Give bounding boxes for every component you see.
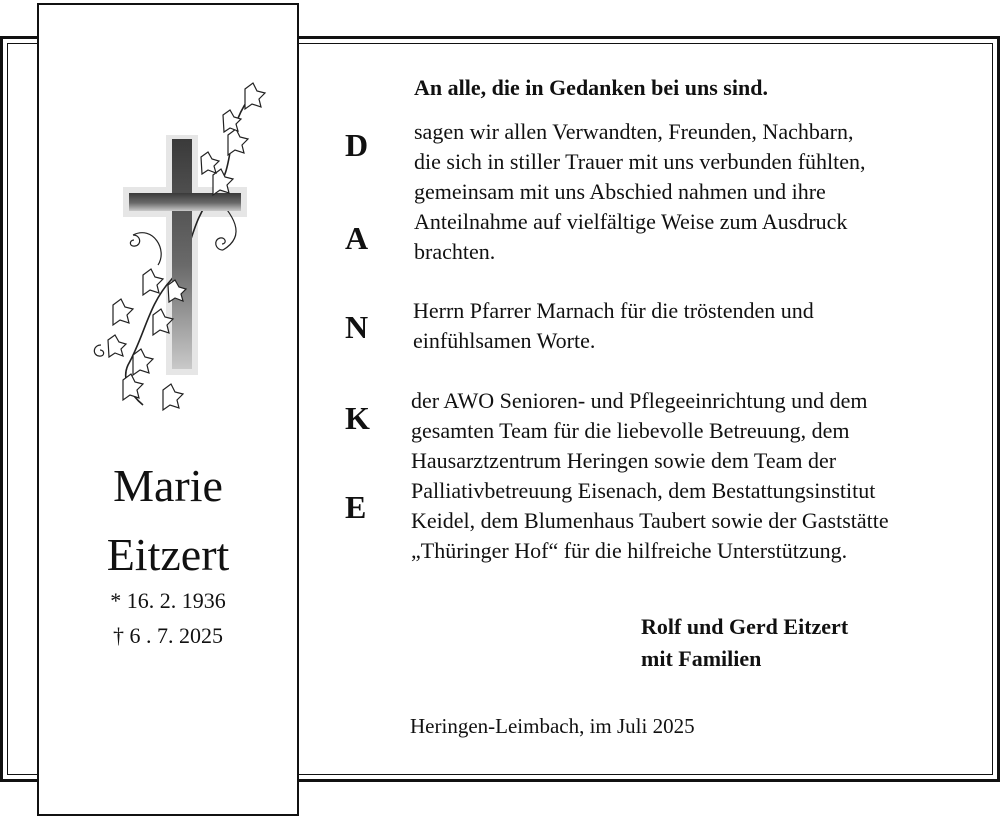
memorial-panel bbox=[37, 3, 299, 816]
deceased-last-name: Eitzert bbox=[106, 529, 230, 580]
paragraph-line: Herrn Pfarrer Marnach für die tröstenden und bbox=[413, 298, 814, 323]
paragraph-line: Palliativbetreuung Eisenach, dem Bestattungsinstitut bbox=[411, 478, 876, 503]
paragraph-line: Hausarztzentrum Heringen sowie dem Team der bbox=[411, 448, 837, 473]
paragraph-line: brachten. bbox=[414, 239, 496, 264]
paragraph-relatives bbox=[414, 117, 866, 267]
deceased-first-name: Marie bbox=[113, 460, 223, 511]
danke-letter-k: K bbox=[345, 400, 370, 436]
death-date: † 6 . 7. 2025 bbox=[113, 623, 223, 648]
paragraph-line: Keidel, dem Blumenhaus Taubert sowie der Gaststätte bbox=[411, 508, 889, 533]
signature-line: Rolf und Gerd Eitzert bbox=[641, 614, 849, 639]
paragraph-line: gemeinsam mit uns Abschied nahmen und ihre bbox=[414, 179, 826, 204]
danke-letter-n: N bbox=[345, 309, 369, 345]
paragraph-pastor bbox=[413, 296, 814, 356]
signature bbox=[641, 611, 848, 675]
danke-letter-a: A bbox=[345, 220, 369, 256]
paragraph-line: der AWO Senioren- und Pflegeeinrichtung und dem bbox=[411, 388, 868, 413]
birth-date: * 16. 2. 1936 bbox=[110, 588, 226, 613]
cross-with-ivy-icon bbox=[73, 75, 273, 420]
place-date: Heringen-Leimbach, im Juli 2025 bbox=[410, 714, 695, 738]
message-heading: An alle, die in Gedanken bei uns sind. bbox=[414, 75, 768, 100]
paragraph-line: „Thüringer Hof“ für die hilfreiche Unterstützung. bbox=[411, 538, 848, 563]
paragraph-line: gesamten Team für die liebevolle Betreuung, dem bbox=[411, 418, 850, 443]
paragraph-care-teams bbox=[411, 386, 889, 566]
danke-letter-e: E bbox=[345, 489, 367, 525]
signature-line: mit Familien bbox=[641, 646, 762, 671]
danke-letter-d: D bbox=[345, 127, 369, 163]
paragraph-line: einfühlsamen Worte. bbox=[413, 328, 596, 353]
paragraph-line: Anteilnahme auf vielfältige Weise zum Ausdruck bbox=[414, 209, 848, 234]
paragraph-line: die sich in stiller Trauer mit uns verbunden fühlten, bbox=[414, 149, 866, 174]
paragraph-line: sagen wir allen Verwandten, Freunden, Nachbarn, bbox=[414, 119, 854, 144]
